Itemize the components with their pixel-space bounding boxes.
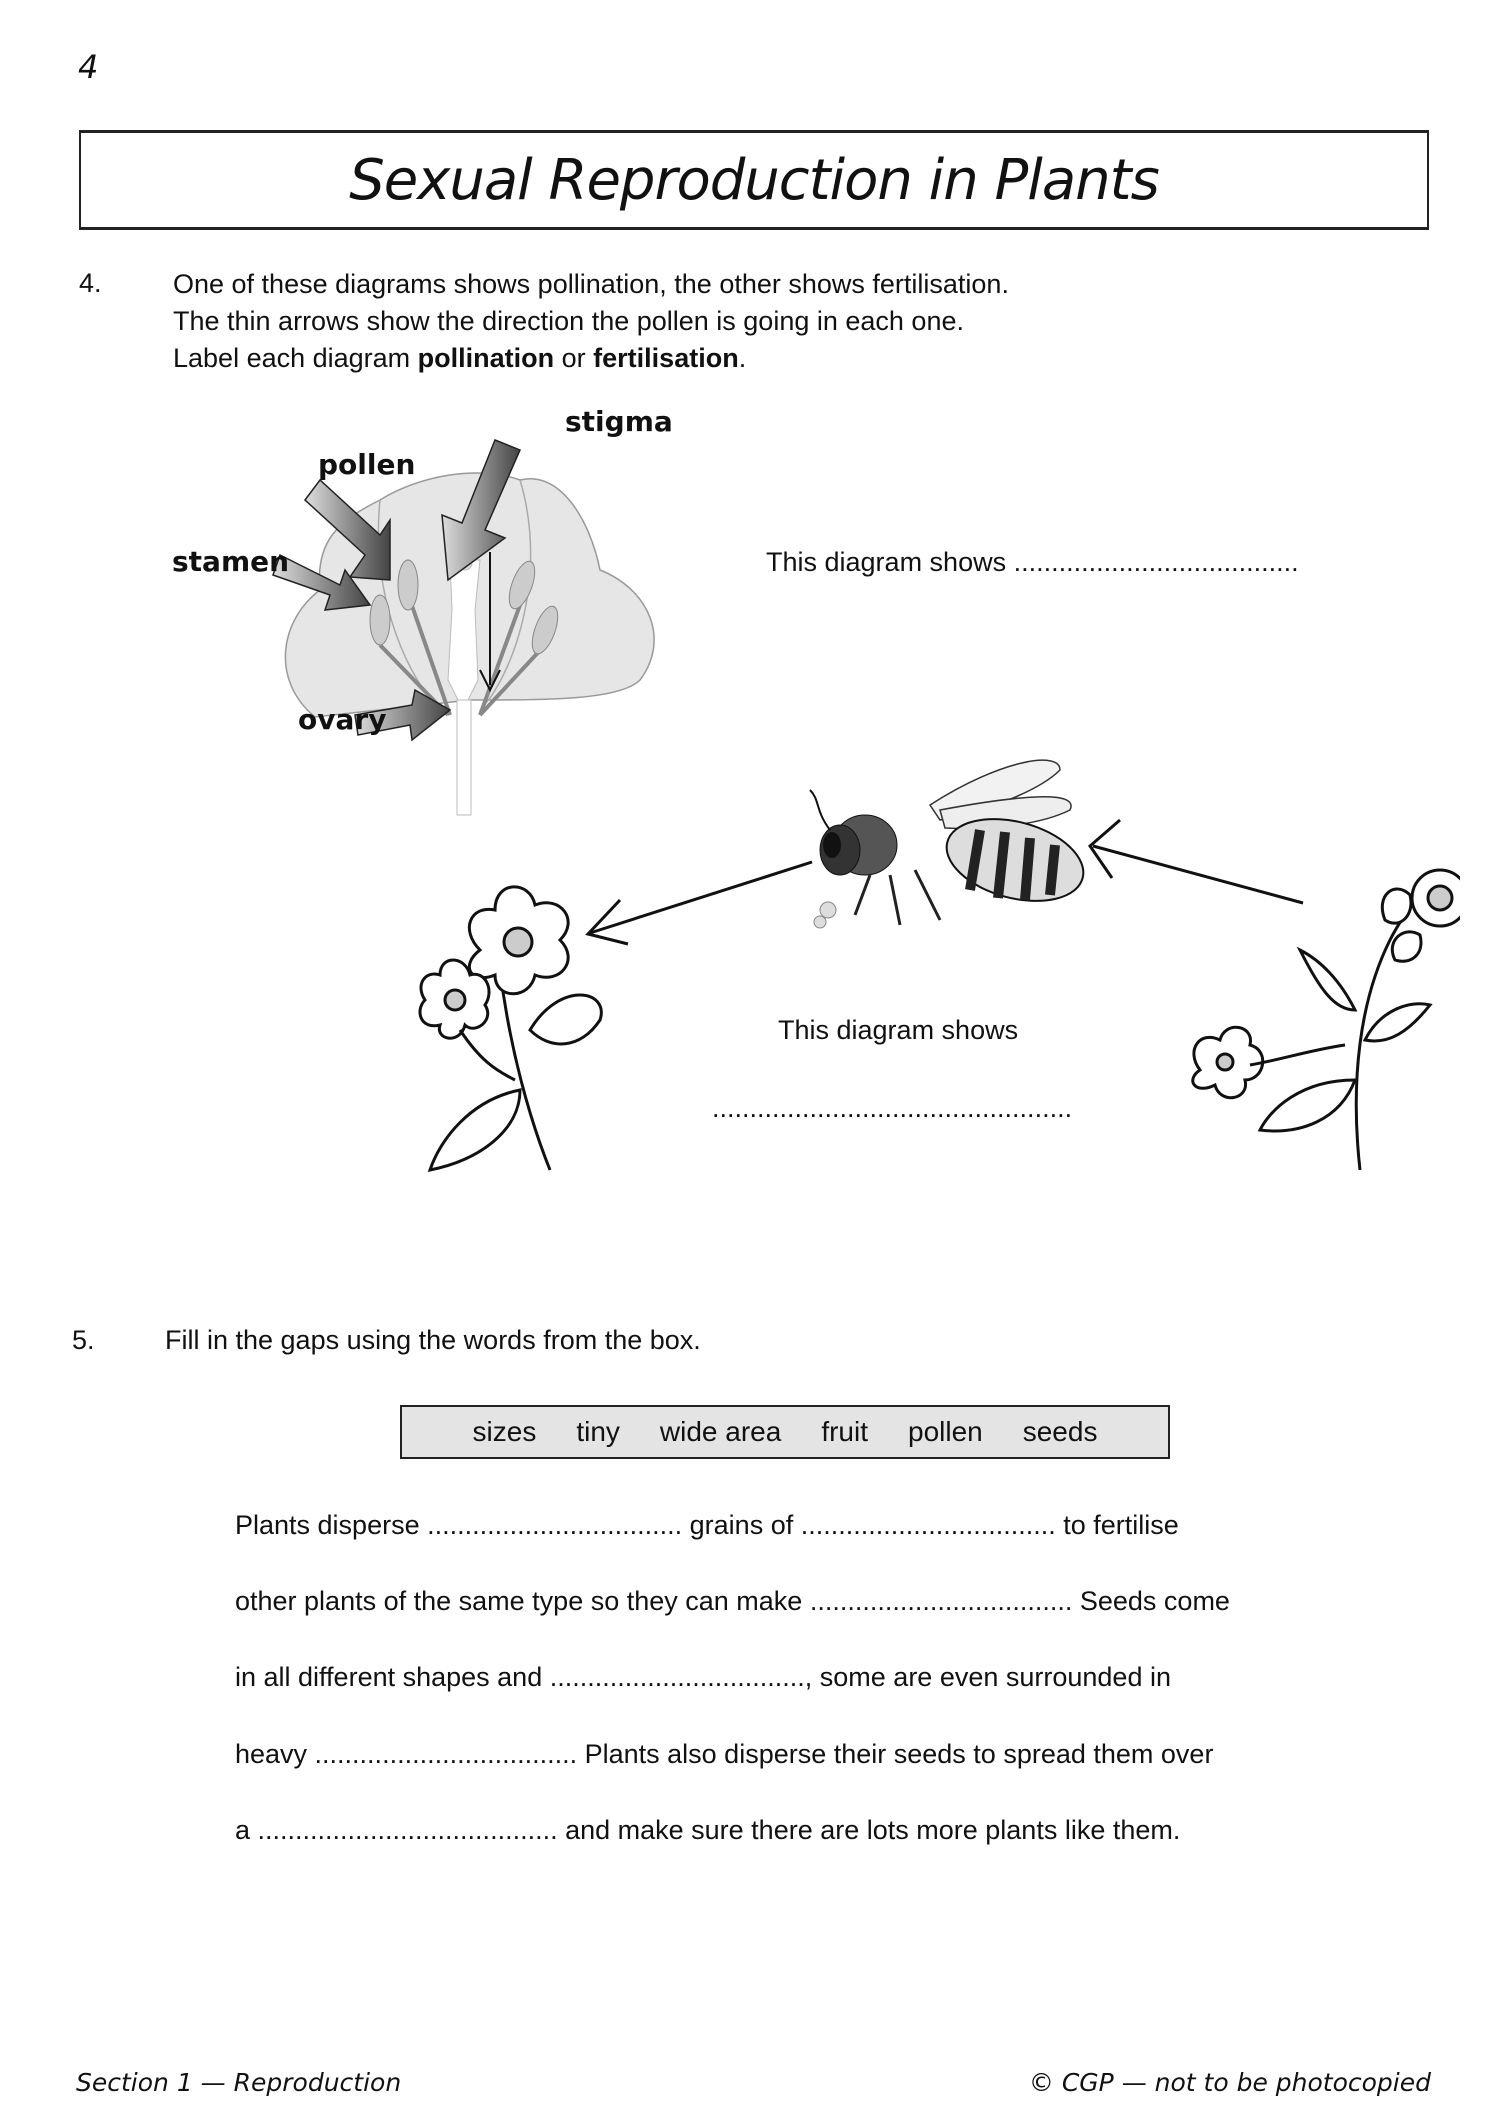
label-pollen: pollen <box>318 448 416 481</box>
q4-number: 4. <box>79 268 102 298</box>
arrow-bee-to-left-flower <box>590 862 812 933</box>
label-stigma: stigma <box>565 405 673 438</box>
label-stamen: stamen <box>172 545 290 578</box>
answer-label-diagram-2: This diagram shows <box>778 1015 1019 1045</box>
q5-instruction: Fill in the gaps using the words from the box. <box>165 1325 701 1355</box>
word-fruit: fruit <box>821 1416 868 1447</box>
gap-fill-line-5[interactable]: a ........................................ and make sure there are lots more plants like them. <box>235 1815 1181 1845</box>
word-sizes: sizes <box>472 1416 537 1447</box>
footer-copyright: © CGP — not to be photocopied <box>1028 2068 1431 2097</box>
label-ovary: ovary <box>298 703 387 736</box>
footer-section: Section 1 — Reproduction <box>76 2068 402 2097</box>
word-box <box>400 1405 1170 1459</box>
gap-fill-line-4[interactable]: heavy ................................... Plants also disperse their seeds to spread them over <box>235 1739 1214 1769</box>
word-pollen: pollen <box>908 1416 983 1447</box>
q4-line3-suffix: . <box>738 343 747 373</box>
pistil <box>448 560 480 700</box>
answer-line-diagram-2[interactable]: ................................................ <box>712 1093 1073 1123</box>
gap-fill-line-3[interactable]: in all different shapes and .................................., some are even surrounded in <box>235 1662 1171 1692</box>
bee-icon <box>810 760 1092 928</box>
page-title: Sexual Reproduction in Plants <box>349 147 1159 213</box>
q5-number: 5. <box>72 1325 95 1355</box>
title-box <box>79 130 1429 230</box>
q4-line3-mid: or <box>554 343 594 373</box>
q4-word-fertilisation: fertilisation <box>593 343 739 373</box>
q4-instructions <box>173 266 1009 377</box>
arrow-right-flower-to-bee <box>1093 846 1303 903</box>
answer-line-diagram-1[interactable]: This diagram shows ...................................... <box>766 547 1299 577</box>
q4-line3-prefix: Label each diagram <box>173 343 418 373</box>
right-flower-illustration <box>1193 870 1460 1170</box>
left-flower-illustration <box>420 887 601 1170</box>
q4-line1: One of these diagrams shows pollination, the other shows fertilisation. <box>173 269 1009 299</box>
page-number: 4 <box>78 48 99 86</box>
q4-line2: The thin arrows show the direction the pollen is going in each one. <box>173 306 964 336</box>
q4-word-pollination: pollination <box>417 343 555 373</box>
word-tiny: tiny <box>576 1416 620 1447</box>
gap-fill-line-1[interactable]: Plants disperse .................................. grains of .................................. to fertilise <box>235 1510 1179 1540</box>
q4-line3 <box>173 340 1009 377</box>
gap-fill-line-2[interactable]: other plants of the same type so they can make ................................... Seeds come <box>235 1586 1230 1616</box>
word-seeds: seeds <box>1022 1416 1098 1447</box>
word-wide-area: wide area <box>659 1416 782 1447</box>
